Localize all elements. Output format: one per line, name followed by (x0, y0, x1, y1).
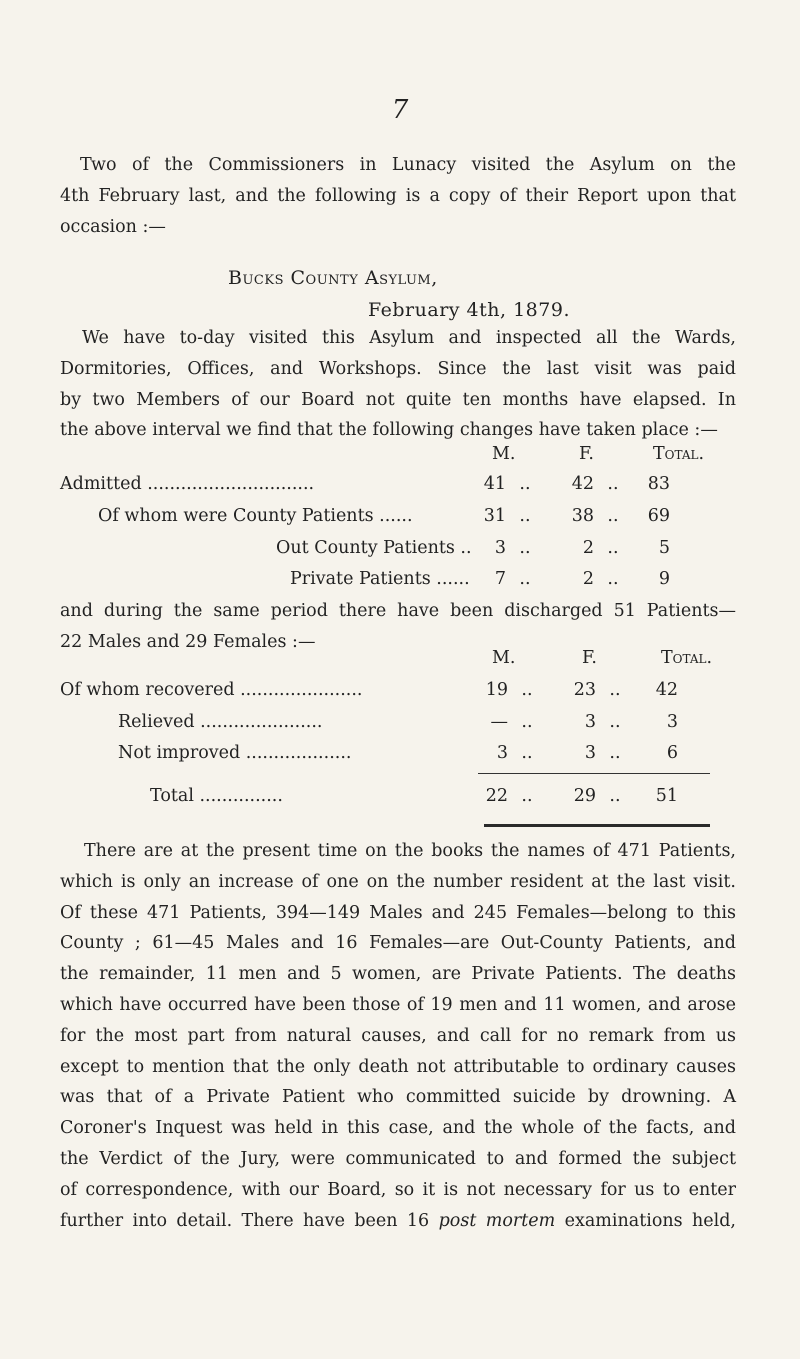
separator: .. (609, 712, 621, 732)
body-line: There are at the present time on the books the names of 471 Patients, (84, 841, 736, 861)
column-header-total: Total. (661, 648, 713, 668)
row-males: 3 (496, 743, 508, 763)
row-total: 9 (658, 569, 670, 589)
body-line: the Verdict of the Jury, were communicated to and formed the subject (60, 1148, 736, 1169)
row-total: 83 (647, 474, 670, 494)
separator: .. (607, 569, 619, 589)
intro-line: Two of the Commissioners in Lunacy visited the Asylum on the (80, 155, 736, 175)
body-line: of correspondence, with our Board, so it is not necessary for us to enter (60, 1179, 736, 1200)
intro-line: occasion :— (60, 216, 166, 237)
row-total: 3 (666, 712, 678, 732)
total-underline (484, 824, 710, 827)
last-line-after: examinations held, (555, 1210, 736, 1231)
body-last-line (60, 1206, 736, 1237)
last-line-before: further into detail. There have been 16 (60, 1210, 439, 1231)
row-males: 41 (483, 474, 506, 494)
row-females: 23 (573, 680, 596, 700)
table-header-row (0, 648, 800, 674)
separator: .. (521, 712, 533, 732)
body-paragraph (60, 836, 736, 1236)
row-label: Relieved ...................... (118, 712, 323, 732)
row-label: Out County Patients .. (276, 538, 472, 558)
report-line: the above interval we find that the following changes have taken place :— (60, 420, 718, 441)
table-row (0, 743, 800, 769)
body-line: for the most part from natural causes, and call for no remark from us (60, 1025, 736, 1046)
row-label: Admitted .............................. (60, 474, 315, 494)
row-females: 3 (584, 712, 596, 732)
row-females: 2 (582, 569, 594, 589)
row-label: Of whom recovered ...................... (60, 680, 363, 700)
separator: .. (519, 569, 531, 589)
report-heading-date: February 4th, 1879. (368, 299, 570, 321)
row-label: Private Patients ...... (290, 569, 470, 589)
separator: .. (519, 538, 531, 558)
row-males: — (490, 712, 508, 732)
row-label: Not improved ................... (118, 743, 352, 763)
total-total: 51 (655, 786, 678, 806)
table-row (0, 712, 800, 738)
body-line: which is only an increase of one on the number resident at the last visit. (60, 871, 736, 892)
table-row (0, 680, 800, 706)
discharge-line: 22 Males and 29 Females :— (60, 631, 316, 652)
separator: .. (607, 538, 619, 558)
separator: .. (519, 474, 531, 494)
total-rule (478, 773, 710, 774)
separator: .. (519, 506, 531, 526)
row-females: 3 (584, 743, 596, 763)
table-row (0, 569, 800, 595)
body-line: the remainder, 11 men and 5 women, are Private Patients. The deaths (60, 964, 736, 985)
row-females: 42 (571, 474, 594, 494)
column-header-males: M. (492, 648, 516, 668)
last-line-italic: post mortem (438, 1210, 556, 1231)
row-total: 42 (655, 680, 678, 700)
row-total: 6 (666, 743, 678, 763)
table-row (0, 538, 800, 564)
intro-paragraph (60, 150, 736, 242)
report-line: Dormitories, Offices, and Workshops. Since the last visit was paid (60, 358, 736, 379)
separator: .. (607, 474, 619, 494)
body-line: except to mention that the only death not attributable to ordinary causes (60, 1056, 736, 1077)
separator: .. (521, 786, 533, 806)
row-females: 38 (571, 506, 594, 526)
row-label: Of whom were County Patients ...... (98, 506, 413, 526)
total-females: 29 (573, 786, 596, 806)
column-header-total: Total. (653, 444, 705, 464)
separator: .. (521, 743, 533, 763)
body-line: Of these 471 Patients, 394—149 Males and 245 Females—belong to this (60, 902, 736, 923)
row-females: 2 (582, 538, 594, 558)
separator: .. (609, 680, 621, 700)
body-line: Coroner's Inquest was held in this case, and the whole of the facts, and (60, 1118, 736, 1139)
report-heading-place: Bucks County Asylum, (228, 267, 438, 289)
body-line: County ; 61—45 Males and 16 Females—are Out-County Patients, and (60, 933, 736, 954)
separator: .. (521, 680, 533, 700)
separator: .. (607, 506, 619, 526)
row-males: 19 (485, 680, 508, 700)
row-males: 3 (494, 538, 506, 558)
table-header-row (0, 444, 800, 470)
separator: .. (609, 743, 621, 763)
separator: .. (609, 786, 621, 806)
row-males: 7 (494, 569, 506, 589)
intro-line: 4th February last, and the following is a copy of their Report upon that (60, 185, 736, 206)
table-row (0, 506, 800, 532)
report-paragraph (60, 323, 736, 446)
column-header-males: M. (492, 444, 516, 464)
page-number: 7 (391, 95, 409, 125)
row-males: 31 (483, 506, 506, 526)
column-header-females: F. (582, 648, 597, 668)
total-males: 22 (485, 786, 508, 806)
report-line: by two Members of our Board not quite ten months have elapsed. In (60, 389, 736, 410)
discharge-line: and during the same period there have been discharged 51 Patients— (60, 601, 736, 621)
total-label: Total ............... (150, 786, 283, 806)
row-total: 5 (658, 538, 670, 558)
table-row (0, 474, 800, 500)
total-row (0, 786, 800, 812)
column-header-females: F. (579, 444, 594, 464)
report-line: We have to-day visited this Asylum and inspected all the Wards, (82, 328, 736, 348)
body-line: was that of a Private Patient who committed suicide by drowning. A (60, 1087, 736, 1108)
body-line: which have occurred have been those of 19 men and 11 women, and arose (60, 994, 736, 1015)
row-total: 69 (647, 506, 670, 526)
